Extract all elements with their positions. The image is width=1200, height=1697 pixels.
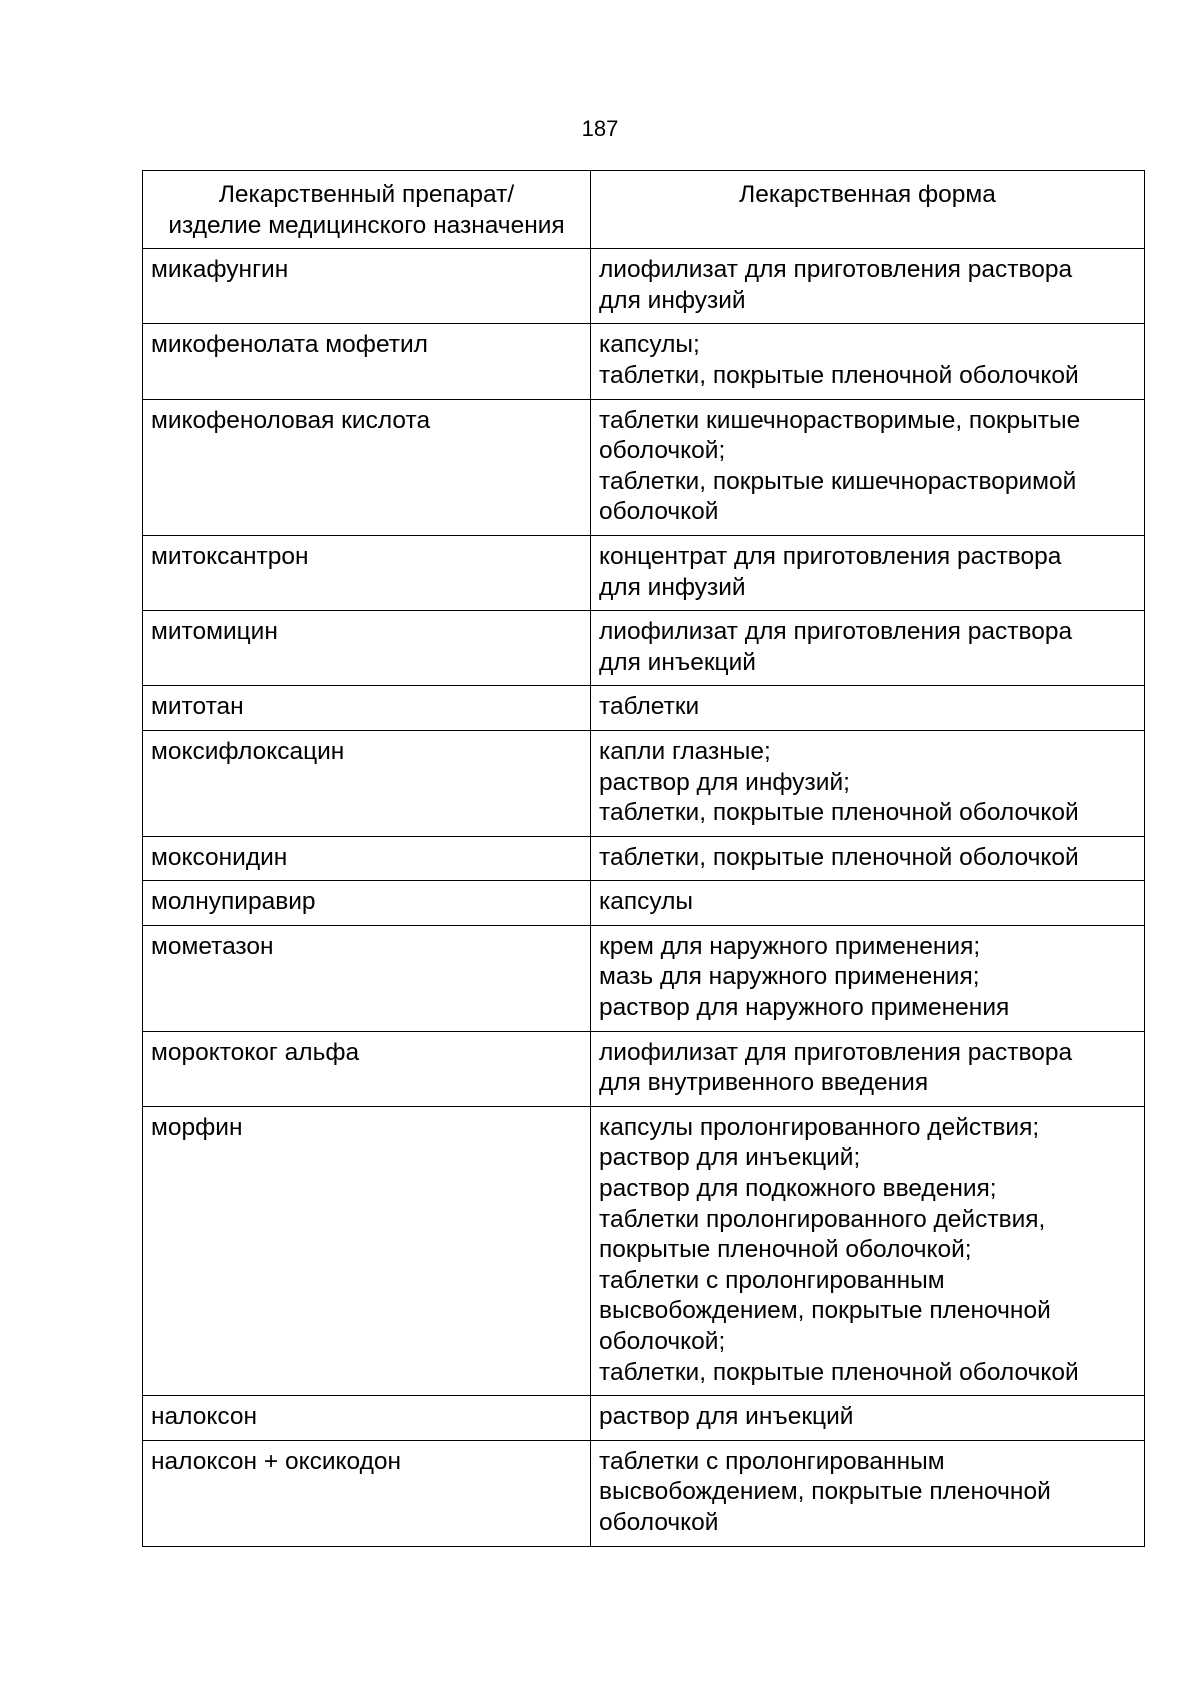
drug-cell xyxy=(143,730,591,836)
table-row xyxy=(143,399,1145,535)
drug-cell xyxy=(143,324,591,399)
form-line: таблетки, покрытые кишечнорастворимой xyxy=(599,467,1077,495)
drug-line: мороктоког альфа xyxy=(151,1038,360,1066)
header-form xyxy=(591,171,1145,249)
form-line: раствор для подкожного введения; xyxy=(599,1175,997,1203)
form-cell xyxy=(591,611,1145,686)
form-cell xyxy=(591,1396,1145,1441)
form-line: для инфузий xyxy=(599,286,746,314)
table-row xyxy=(143,1396,1145,1441)
form-line: таблетки, покрытые пленочной оболочкой xyxy=(599,799,1079,827)
form-cell xyxy=(591,686,1145,731)
form-line: высвобождением, покрытые пленочной xyxy=(599,1297,1051,1325)
drug-cell xyxy=(143,686,591,731)
table-row xyxy=(143,535,1145,610)
form-cell xyxy=(591,881,1145,926)
form-cell xyxy=(591,1031,1145,1106)
form-line: капли глазные; xyxy=(599,737,771,765)
form-line: таблетки кишечнорастворимые, покрытые xyxy=(599,406,1081,434)
drug-line: митомицин xyxy=(151,618,278,646)
form-line: раствор для наружного применения xyxy=(599,994,1010,1022)
form-line: капсулы пролонгированного действия; xyxy=(599,1113,1040,1141)
form-line: высвобождением, покрытые пленочной xyxy=(599,1478,1051,1506)
table-row xyxy=(143,881,1145,926)
drug-cell xyxy=(143,881,591,926)
table-row xyxy=(143,1031,1145,1106)
form-line: покрытые пленочной оболочкой; xyxy=(599,1236,972,1264)
form-cell xyxy=(591,324,1145,399)
drug-cell xyxy=(143,1031,591,1106)
form-line: лиофилизат для приготовления раствора xyxy=(599,1038,1073,1066)
drug-line: митотан xyxy=(151,693,244,721)
table-row xyxy=(143,1106,1145,1395)
form-cell xyxy=(591,925,1145,1031)
form-line: лиофилизат для приготовления раствора xyxy=(599,618,1073,646)
table-header-row xyxy=(143,171,1145,249)
form-line: оболочкой; xyxy=(599,437,726,465)
form-cell xyxy=(591,249,1145,324)
drug-line: митоксантрон xyxy=(151,542,309,570)
drug-cell xyxy=(143,1396,591,1441)
drug-line: микофенолата мофетил xyxy=(151,331,428,359)
header-drug xyxy=(143,171,591,249)
form-cell xyxy=(591,1440,1145,1546)
drug-line: мометазон xyxy=(151,932,274,960)
form-cell xyxy=(591,1106,1145,1395)
drug-line: микофеноловая кислота xyxy=(151,406,431,434)
header-line: Лекарственный препарат/ xyxy=(218,181,515,208)
form-cell xyxy=(591,535,1145,610)
table-row xyxy=(143,836,1145,881)
form-line: для инфузий xyxy=(599,573,746,601)
form-line: таблетки, покрытые пленочной оболочкой xyxy=(599,361,1079,389)
drug-table xyxy=(142,170,1145,1547)
form-line: раствор для инъекций; xyxy=(599,1144,861,1172)
form-line: таблетки с пролонгированным xyxy=(599,1447,945,1475)
drug-cell xyxy=(143,925,591,1031)
drug-cell xyxy=(143,399,591,535)
form-line: капсулы xyxy=(599,888,694,916)
form-cell xyxy=(591,399,1145,535)
form-line: концентрат для приготовления раствора xyxy=(599,542,1062,570)
form-cell xyxy=(591,730,1145,836)
table-body xyxy=(143,249,1145,1546)
page-number: 187 xyxy=(581,116,619,141)
form-line: раствор для инъекций xyxy=(599,1403,854,1431)
drug-line: моксонидин xyxy=(151,843,288,871)
form-line: для внутривенного введения xyxy=(599,1069,929,1097)
form-line: таблетки, покрытые пленочной оболочкой xyxy=(599,1358,1079,1386)
table-row xyxy=(143,611,1145,686)
table-row xyxy=(143,686,1145,731)
drug-line: микафунгин xyxy=(151,256,289,284)
form-line: оболочкой xyxy=(599,1508,719,1536)
drug-cell xyxy=(143,535,591,610)
drug-line: молнупиравир xyxy=(151,888,316,916)
form-line: оболочкой; xyxy=(599,1328,726,1355)
form-line: капсулы; xyxy=(599,331,700,359)
table-row xyxy=(143,249,1145,324)
drug-cell xyxy=(143,249,591,324)
form-line: таблетки пролонгированного действия, xyxy=(599,1205,1046,1233)
drug-cell xyxy=(143,836,591,881)
table-row xyxy=(143,1440,1145,1546)
form-cell xyxy=(591,836,1145,881)
header-line: Лекарственная форма xyxy=(739,181,996,208)
header-line: изделие медицинского назначения xyxy=(168,211,565,239)
form-line: таблетки, покрытые пленочной оболочкой xyxy=(599,843,1079,871)
drug-line: моксифлоксацин xyxy=(151,737,345,765)
form-line: раствор для инфузий; xyxy=(599,768,850,796)
form-line: лиофилизат для приготовления раствора xyxy=(599,256,1073,284)
form-line: оболочкой xyxy=(599,498,719,526)
drug-line: налоксон xyxy=(151,1403,258,1431)
drug-cell xyxy=(143,1106,591,1395)
form-line: мазь для наружного применения; xyxy=(599,963,980,991)
table-row xyxy=(143,324,1145,399)
drug-line: морфин xyxy=(151,1113,243,1141)
drug-cell xyxy=(143,1440,591,1546)
table-row xyxy=(143,730,1145,836)
form-line: таблетки xyxy=(599,693,700,721)
form-line: для инъекций xyxy=(599,648,756,676)
form-line: крем для наружного применения; xyxy=(599,932,981,960)
table-row xyxy=(143,925,1145,1031)
drug-line: налоксон + оксикодон xyxy=(151,1447,402,1475)
drug-cell xyxy=(143,611,591,686)
form-line: таблетки с пролонгированным xyxy=(599,1266,945,1294)
